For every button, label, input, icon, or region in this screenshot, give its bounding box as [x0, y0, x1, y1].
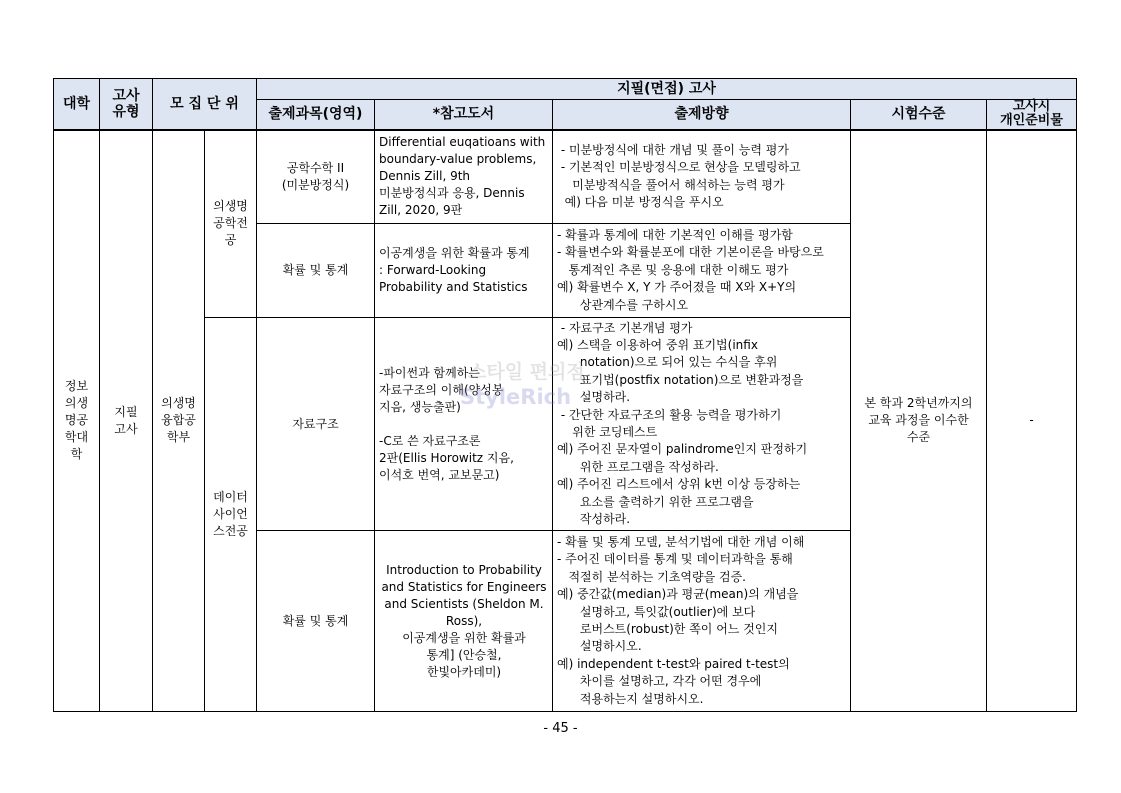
admission-table [53, 78, 1077, 712]
direction-line: 예) 확률변수 X, Y 가 주어졌을 때 X와 X+Y의 [557, 280, 797, 295]
direction-line: - 간단한 자료구조의 활용 능력을 평가하기 [557, 407, 782, 422]
reference-cell: Introduction to Probability and Statistics for Engineers and Scientists (Sheldon M. Ross), 이공계생을 위한 확률과 통계] (안승철, 한빛아카데미) [375, 531, 553, 712]
header-reference: *참고도서 [375, 100, 553, 130]
header-level: 시험수준 [851, 100, 987, 130]
direction-line: 적절히 분석하는 기초역량을 검증. [557, 569, 746, 584]
direction-line: - 미분방정식에 대한 개념 및 풀이 능력 평가 [557, 142, 789, 157]
header-written-exam: 지필(면접) 고사 [257, 79, 1077, 100]
direction-line: 미분방적식을 풀어서 해석하는 능력 평가 [557, 177, 785, 192]
direction-line: 설명하시오. [557, 639, 642, 654]
reference-cell: Differential euqatioans with boundary-value problems, Dennis Zill, 9th 미분방정식과 응용, Dennis Zill, 2020, 9판 [375, 130, 553, 224]
watermark-top-text: 스타일 편의점 [468, 361, 585, 383]
direction-line: 예) 스택을 이용하여 중위 표기법(infix [557, 337, 758, 352]
exam-type-cell: 지필 고사 [100, 130, 153, 712]
direction-line: - 확률 및 통계 모델, 분석기법에 대한 개념 이해 [557, 534, 805, 549]
direction-line: notation)으로 되어 있는 수식을 후위 [557, 355, 778, 370]
materials-cell: - [987, 130, 1077, 712]
header-materials: 고사시 개인준비물 [987, 100, 1077, 130]
level-cell: 본 학과 2학년까지의 교육 과정을 이수한 수준 [851, 130, 987, 712]
direction-line: - 확률과 통계에 대한 기본적인 이해를 평가함 [557, 227, 793, 242]
direction-cell [553, 130, 851, 224]
direction-line: 표기법(postfix notation)으로 변환과정을 [557, 372, 804, 387]
direction-line: 통계적인 추론 및 응용에 대한 이해도 평가 [557, 262, 789, 277]
univ-cell: 정보 의생 명공 학대 학 [54, 130, 100, 712]
direction-line: 예) independent t-test와 paired t-test의 [557, 656, 790, 671]
subject-cell: 확률 및 통계 [257, 224, 375, 318]
page-number: - 45 - [543, 721, 578, 736]
major-bme-cell: 의생명 공학전 공 [205, 130, 257, 318]
direction-line: - 기본적인 미분방정식으로 현상을 모델링하고 [557, 160, 801, 175]
direction-line: 예) 주어진 문자열이 palindrome인지 판정하기 [557, 442, 808, 457]
direction-line: 요소를 출력하기 위한 프로그램을 [557, 494, 754, 509]
direction-line: 위한 코딩테스트 [557, 425, 658, 439]
table-row [54, 130, 1077, 224]
direction-line: 작성하라. [557, 512, 631, 527]
direction-line: - 주어진 데이터를 통계 및 데이터과학을 통해 [557, 552, 793, 567]
direction-line: 차이를 설명하고, 각각 어떤 경우에 [557, 674, 762, 689]
direction-line: - 확률변수와 확률분포에 대한 기본이론을 바탕으로 [557, 245, 824, 260]
direction-line: 적용하는지 설명하시오. [557, 691, 704, 706]
major-ds-cell: 데이터 사이언 스전공 [205, 318, 257, 712]
direction-cell [553, 318, 851, 531]
direction-line: 예) 중간값(median)과 평균(mean)의 개념을 [557, 587, 799, 602]
direction-line: 설명하고, 특잇값(outlier)에 보다 [557, 604, 756, 619]
watermark-logo-text: StyleRich [460, 385, 572, 409]
header-exam-type: 고사 유형 [100, 79, 153, 130]
direction-line: 예) 다음 미분 방정식을 푸시오 [557, 195, 724, 210]
direction-line: 설명하라. [557, 390, 631, 405]
unit-main-cell: 의생명 융합공 학부 [153, 130, 205, 712]
subject-cell: 확률 및 통계 [257, 531, 375, 712]
subject-cell: 공학수학 II (미분방정식) [257, 130, 375, 224]
header-univ: 대학 [54, 79, 100, 130]
reference-cell: -파이썬과 함께하는 자료구조의 이해(양성봉 지음, 생능출판) -C로 쓴 자료구조론 2판(Ellis Horowitz 지음, 이석호 번역, 교보문고) [375, 318, 553, 531]
direction-line: - 자료구조 기본개념 평가 [557, 320, 693, 335]
direction-line: 상관계수를 구하시오 [557, 297, 689, 312]
direction-line: 로버스트(robust)한 쪽이 어느 것인지 [557, 622, 778, 636]
direction-line: 예) 주어진 리스트에서 상위 k번 이상 등장하는 [557, 477, 801, 492]
direction-cell [553, 224, 851, 318]
subject-cell: 자료구조 [257, 318, 375, 531]
direction-line: 위한 프로그램을 작성하라. [557, 459, 719, 474]
header-direction: 출제방향 [553, 100, 851, 130]
direction-cell [553, 531, 851, 712]
header-unit: 모 집 단 위 [153, 79, 257, 130]
reference-cell: 이공계생을 위한 확률과 통계 : Forward-Looking Probability and Statistics [375, 224, 553, 318]
header-subject: 출제과목(영역) [257, 100, 375, 130]
